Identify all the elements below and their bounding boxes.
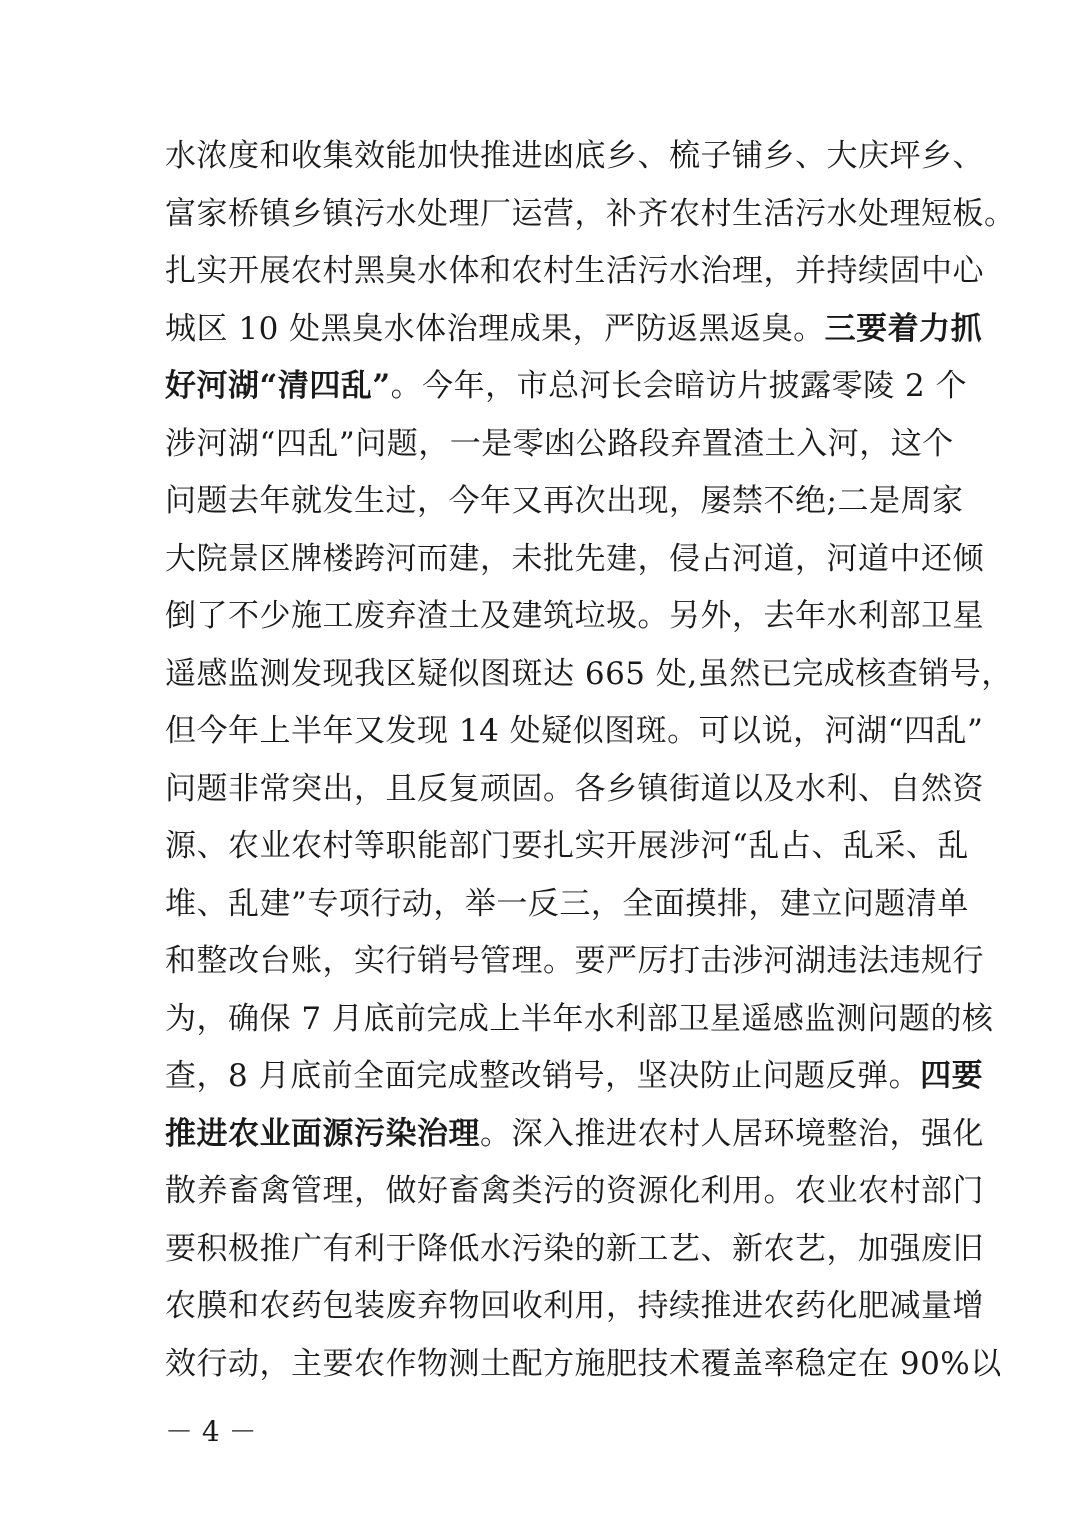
text-line: 城区 10 处黑臭水体治理成果，严防返黑返臭。三要着力抓 (165, 310, 983, 347)
text-line: 效行动，主要农作物测土配方施肥技术覆盖率稳定在 90%以 (165, 1345, 1002, 1382)
page-number: － 4 － (165, 1415, 257, 1448)
text-line: 和整改台账，实行销号管理。要严厉打击涉河湖违法违规行 (165, 943, 984, 979)
heading-four-end: 推进农业面源污染治理 (165, 1115, 480, 1152)
text-line: 水浓度和收集效能加快推进凼底乡、梳子铺乡、大庆坪乡、 (165, 138, 984, 174)
text-line: 堆、乱建”专项行动，举一反三，全面摸排，建立问题清单 (165, 885, 969, 922)
text-line: 富家桥镇乡镇污水处理厂运营，补齐农村生活污水处理短板。 (165, 195, 1016, 232)
text-line: 推进农业面源污染治理。深入推进农村人居环境整治，强化 (165, 1115, 984, 1152)
text-line: 问题非常突出，且反复顽固。各乡镇街道以及水利、自然资 (165, 770, 984, 807)
text-line: 为，确保 7 月底前完成上半年水利部卫星遥感监测问题的核 (165, 1000, 994, 1037)
body-text (165, 128, 1016, 1393)
text-line: 散养畜禽管理，做好畜禽类污的资源化利用。农业农村部门 (165, 1173, 984, 1209)
text-line: 涉河湖“四乱”问题，一是零凼公路段弃置渣土入河，这个 (165, 425, 954, 462)
text-line: 问题去年就发生过，今年又再次出现，屡禁不绝;二是周家 (165, 483, 964, 519)
text-line: 遥感监测发现我区疑似图斑达 665 处,虽然已完成核查销号， (165, 655, 1013, 692)
text-line: 但今年上半年又发现 14 处疑似图斑。可以说，河湖“四乱” (165, 713, 984, 749)
heading-three-end: 好河湖“清四乱” (165, 368, 391, 404)
text-line: 扎实开展农村黑臭水体和农村生活污水治理，并持续固中心 (165, 253, 984, 289)
heading-four-start: 四要 (920, 1058, 984, 1094)
text-line: 源、农业农村等职能部门要扎实开展涉河“乱占、乱采、乱 (165, 828, 969, 864)
text-line: 要积极推广有利于降低水污染的新工艺、新农艺，加强废旧 (165, 1230, 984, 1267)
text-line: 查，8 月底前全面完成整改销号，坚决防止问题反弹。四要 (165, 1058, 984, 1094)
heading-three-start: 三要着力抓 (824, 310, 983, 347)
text-line: 好河湖“清四乱”。今年，市总河长会暗访片披露零陵 2 个 (165, 368, 968, 404)
text-line: 大院景区牌楼跨河而建，未批先建，侵占河道，河道中还倾 (165, 540, 984, 577)
text-line: 农膜和农药包装废弃物回收利用，持续推进农药化肥减量增 (165, 1288, 984, 1324)
text-line: 倒了不少施工废弃渣土及建筑垃圾。另外，去年水利部卫星 (165, 598, 984, 634)
